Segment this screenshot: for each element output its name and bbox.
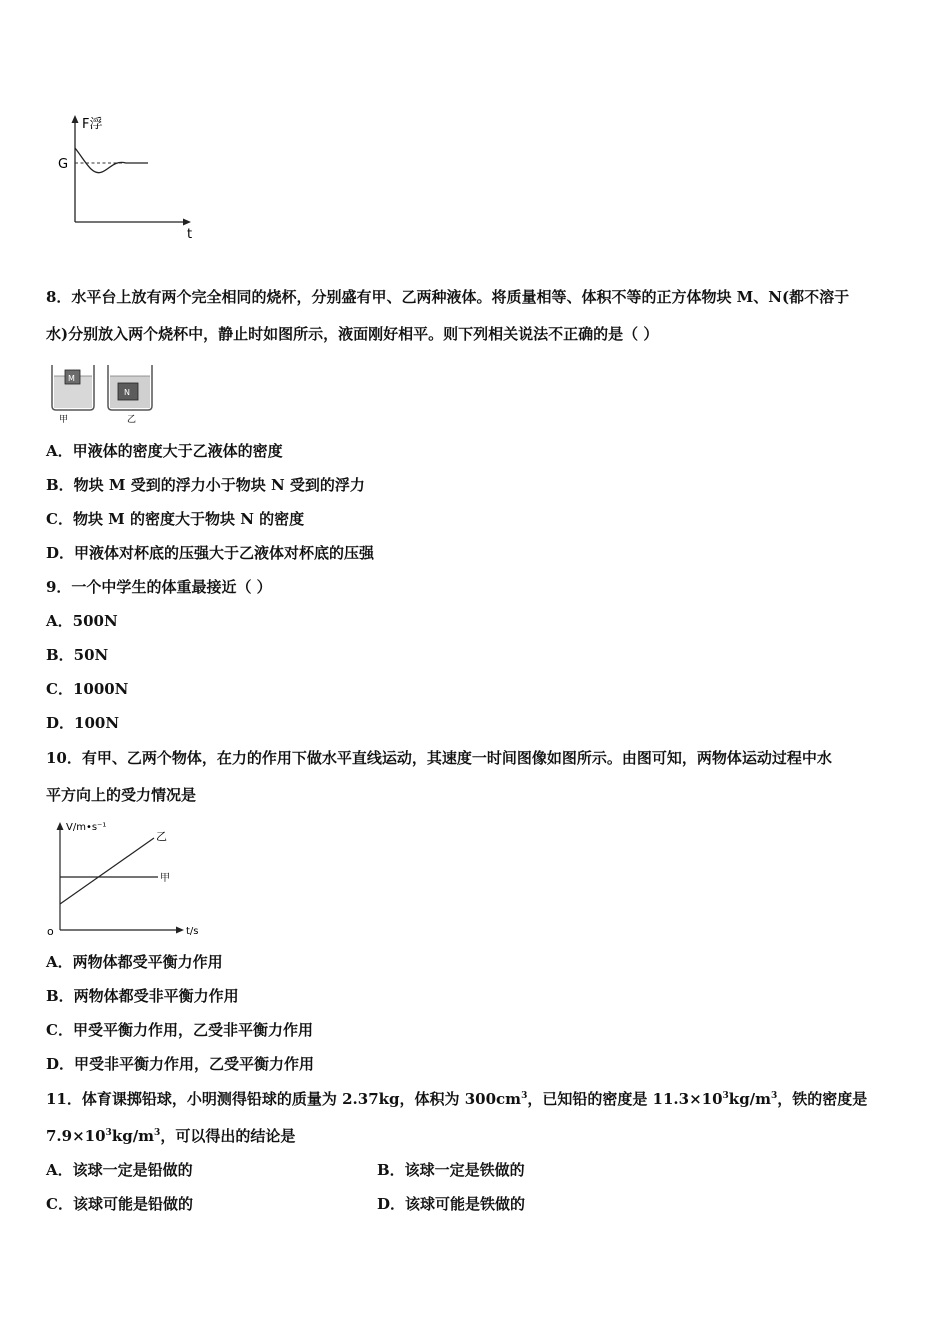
q10-stem-line1: 10．有甲、乙两个物体，在力的作用下做水平直线运动，其速度一时间图像如图所示。由图可知，两物体运动过程中水 xyxy=(46,749,832,767)
v-axis-label: V/m•s⁻¹ xyxy=(66,822,107,833)
beaker-yi-label: 乙 xyxy=(127,415,137,425)
q11-sup-a: 3 xyxy=(521,1091,528,1101)
x-axis-arrow xyxy=(183,219,191,226)
q8-stem-line1: 8．水平台上放有两个完全相同的烧杯，分别盛有甲、乙两种液体。将质量相等、体积不等的正方体物块 M、N(都不溶于 xyxy=(46,288,850,306)
q11-stem-line1 xyxy=(46,1089,867,1109)
block-n-label: N xyxy=(124,388,130,397)
g-label: G xyxy=(58,157,69,172)
velocity-time-graph xyxy=(44,816,214,941)
q9-option-a: A．500N xyxy=(46,612,118,630)
q11-sup2-b: 3 xyxy=(154,1128,161,1138)
q11-sup-c: 3 xyxy=(771,1091,778,1101)
q11-stem2-a: 7.9×10 xyxy=(46,1127,106,1145)
q8-option-a: A．甲液体的密度大于乙液体的密度 xyxy=(46,442,283,460)
line-yi-label: 乙 xyxy=(156,830,167,843)
x-axis-label: t xyxy=(187,227,193,242)
v-axis-arrow xyxy=(57,822,64,830)
q11-stem-d: ，铁的密度是 xyxy=(777,1090,868,1108)
q11-stem-c: kg/m xyxy=(728,1090,772,1108)
q9-option-c: C．1000N xyxy=(46,680,129,698)
q11-stem-line2 xyxy=(46,1126,295,1146)
t-axis-label: t/s xyxy=(186,926,199,937)
q9-stem: 9．一个中学生的体重最接近（ ） xyxy=(46,578,272,596)
beaker-jia-label: 甲 xyxy=(59,415,69,425)
q11-option-c: C．该球可能是铅做的 xyxy=(46,1195,193,1213)
q10-option-d: D．甲受非平衡力作用，乙受平衡力作用 xyxy=(46,1055,315,1073)
q11-option-b: B．该球一定是铁做的 xyxy=(377,1161,525,1179)
q10-option-b: B．两物体都受非平衡力作用 xyxy=(46,987,239,1005)
block-m-label: M xyxy=(68,374,75,383)
buoyancy-curve xyxy=(75,148,148,173)
q8-option-d: D．甲液体对杯底的压强大于乙液体对杯底的压强 xyxy=(46,544,375,562)
q11-sup-b: 3 xyxy=(722,1091,729,1101)
q8-stem-line2: 水)分别放入两个烧杯中，静止时如图所示，液面刚好相平。则下列相关说法不正确的是（ ） xyxy=(46,325,659,343)
q11-stem-a: 11．体育课掷铅球，小明测得铅球的质量为 2.37kg，体积为 300cm xyxy=(46,1090,522,1108)
q9-option-d: D．100N xyxy=(46,714,120,732)
beakers-figure xyxy=(46,362,166,426)
q11-stem2-b: kg/m xyxy=(111,1127,155,1145)
q9-option-b: B．50N xyxy=(46,646,109,664)
q10-option-c: C．甲受平衡力作用，乙受非平衡力作用 xyxy=(46,1021,313,1039)
q11-option-d: D．该球可能是铁做的 xyxy=(377,1195,526,1213)
q10-option-a: A．两物体都受平衡力作用 xyxy=(46,953,223,971)
buoyancy-time-graph xyxy=(50,110,210,245)
q11-sup2-a: 3 xyxy=(105,1128,112,1138)
q11-stem-b: ，已知铅的密度是 11.3×10 xyxy=(527,1090,723,1108)
y-axis-label: F浮 xyxy=(82,117,103,132)
y-axis-arrow xyxy=(72,115,79,123)
q10-stem-line2: 平方向上的受力情况是 xyxy=(46,786,197,804)
t-axis-arrow xyxy=(176,927,184,934)
line-jia-label: 甲 xyxy=(160,873,170,884)
q11-option-a: A．该球一定是铅做的 xyxy=(46,1161,193,1179)
q8-option-c: C．物块 M 的密度大于物块 N 的密度 xyxy=(46,510,305,528)
line-yi xyxy=(60,838,154,904)
q11-stem2-c: ，可以得出的结论是 xyxy=(160,1127,296,1145)
origin-label: o xyxy=(47,925,54,938)
q8-option-b: B．物块 M 受到的浮力小于物块 N 受到的浮力 xyxy=(46,476,365,494)
